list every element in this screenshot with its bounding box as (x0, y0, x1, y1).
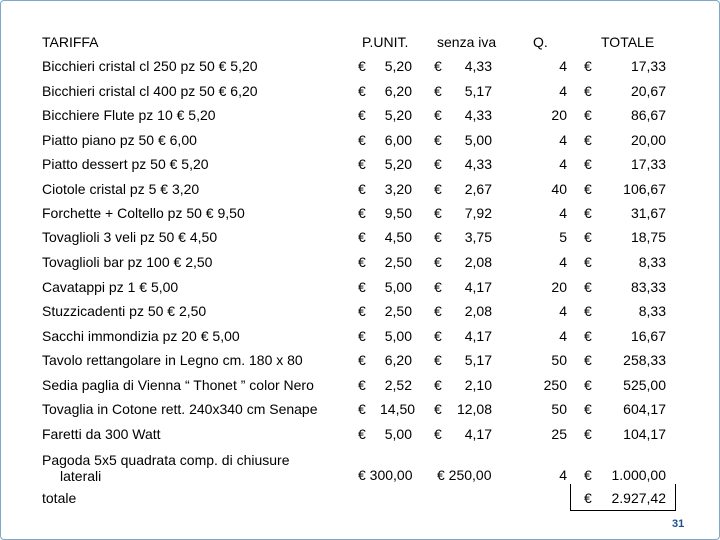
row-description: Sacchi immondizia pz 20 € 5,00 (42, 328, 240, 344)
row-quantity: 40 (551, 181, 567, 197)
row-description-line1: Pagoda 5x5 quadrata comp. di chiusure (42, 452, 290, 468)
table-row (0, 156, 720, 178)
row-description-line2: laterali (60, 468, 102, 484)
row-currency-no-vat: € (434, 254, 442, 270)
row-unit-price: 6,20 (384, 352, 412, 368)
row-currency-unit: € (358, 279, 366, 295)
row-currency-unit: € (358, 156, 366, 172)
row-total: 604,17 (623, 401, 666, 417)
row-description: Forchette + Coltello pz 50 € 9,50 (42, 205, 245, 221)
row-currency-no-vat: € (434, 107, 442, 123)
row-total: 104,17 (623, 426, 666, 442)
row-total: 16,67 (630, 328, 666, 344)
row-price-no-vat: 4,33 (464, 107, 492, 123)
table-row (0, 401, 720, 423)
row-total: 106,67 (623, 181, 666, 197)
row-currency-total: € (584, 303, 592, 319)
row-unit-price: 2,50 (384, 254, 412, 270)
total-row (0, 490, 720, 512)
row-currency-no-vat: € (434, 303, 442, 319)
row-total: 525,00 (623, 377, 666, 393)
row-quantity: 250 (543, 377, 567, 393)
row-quantity: 25 (551, 426, 567, 442)
row-currency-total: € (584, 467, 592, 483)
row-total: 20,67 (630, 83, 666, 99)
row-price-no-vat: 4,17 (464, 279, 492, 295)
row-price-no-vat: 2,08 (464, 303, 492, 319)
row-price-no-vat: 2,67 (464, 181, 492, 197)
header-punit: P.UNIT. (362, 34, 409, 50)
row-price-no-vat: 4,17 (464, 426, 492, 442)
page-number: 31 (672, 518, 685, 530)
row-description: Tavolo rettangolare in Legno cm. 180 x 80 (42, 352, 303, 368)
row-currency-no-vat: € (434, 229, 442, 245)
row-price-no-vat: 2,08 (464, 254, 492, 270)
table-row (0, 352, 720, 374)
row-currency-no-vat: € (434, 83, 442, 99)
row-quantity: 4 (559, 467, 567, 483)
row-price-no-vat: 5,17 (464, 352, 492, 368)
total-currency: € (584, 490, 592, 506)
row-description: Tovaglia in Cotone rett. 240x340 cm Senape (42, 401, 318, 417)
row-currency-unit: € (358, 58, 366, 74)
row-currency-total: € (584, 229, 592, 245)
row-description: Tovaglioli 3 veli pz 50 € 4,50 (42, 229, 218, 245)
row-currency-total: € (584, 328, 592, 344)
row-quantity: 4 (559, 83, 567, 99)
row-description: Cavatappi pz 1 € 5,00 (42, 279, 179, 295)
row-currency-total: € (584, 156, 592, 172)
row-unit-price: 5,00 (384, 279, 412, 295)
table-row (0, 303, 720, 325)
row-unit-price: 5,20 (384, 107, 412, 123)
row-currency-unit: € (358, 303, 366, 319)
row-currency-total: € (584, 254, 592, 270)
row-total: 31,67 (630, 205, 666, 221)
row-quantity: 4 (559, 303, 567, 319)
row-description: Piatto piano pz 50 € 6,00 (42, 132, 197, 148)
row-currency-unit: € (358, 83, 366, 99)
row-price-no-vat: 4,33 (464, 156, 492, 172)
table-row (0, 107, 720, 129)
row-total: 17,33 (630, 58, 666, 74)
row-quantity: 5 (559, 229, 567, 245)
row-currency-no-vat: € (434, 181, 442, 197)
row-description: Ciotole cristal pz 5 € 3,20 (42, 181, 200, 197)
row-total: 86,67 (630, 107, 666, 123)
row-price-no-vat: 4,17 (464, 328, 492, 344)
row-description: Sedia paglia di Vienna “ Thonet ” color Nero (42, 377, 314, 393)
row-total: 8,33 (638, 254, 666, 270)
row-unit-price: 2,52 (384, 377, 412, 393)
row-currency-no-vat: € (434, 328, 442, 344)
row-total: 17,33 (630, 156, 666, 172)
row-unit-price: 5,00 (384, 426, 412, 442)
row-quantity: 4 (559, 205, 567, 221)
table-row (0, 132, 720, 154)
row-price-no-vat: 4,33 (464, 58, 492, 74)
table-row (0, 229, 720, 251)
row-quantity: 4 (559, 132, 567, 148)
row-price-no-vat: 5,17 (464, 83, 492, 99)
row-unit-price: 5,20 (384, 156, 412, 172)
header-senza-iva: senza iva (437, 34, 497, 50)
row-description (42, 452, 290, 484)
row-quantity: 4 (559, 58, 567, 74)
row-currency-total: € (584, 377, 592, 393)
total-label: totale (42, 490, 77, 506)
row-quantity: 4 (559, 328, 567, 344)
row-currency-unit: € (358, 229, 366, 245)
row-currency-unit: € (358, 401, 366, 417)
row-currency-total: € (584, 352, 592, 368)
row-price-no-vat: 7,92 (464, 205, 492, 221)
row-currency-unit: € (358, 377, 366, 393)
row-unit-price: 6,20 (384, 83, 412, 99)
row-unit-price: 4,50 (384, 229, 412, 245)
row-quantity: 50 (551, 352, 567, 368)
table-row (0, 328, 720, 350)
row-price-no-vat: 12,08 (456, 401, 492, 417)
row-currency-unit: € (358, 107, 366, 123)
row-currency-unit: € (358, 254, 366, 270)
table-row (0, 181, 720, 203)
row-unit-price: 5,20 (384, 58, 412, 74)
row-currency-no-vat: € (434, 156, 442, 172)
row-total: 8,33 (638, 303, 666, 319)
row-price-no-vat: 3,75 (464, 229, 492, 245)
row-currency-no-vat: € (434, 205, 442, 221)
row-unit-price: 3,20 (384, 181, 412, 197)
row-currency-no-vat: € (434, 426, 442, 442)
row-currency-unit: € (358, 328, 366, 344)
row-currency-no-vat: € (434, 132, 442, 148)
row-description: Bicchiere Flute pz 10 € 5,20 (42, 107, 216, 123)
row-price-no-vat: 2,10 (464, 377, 492, 393)
row-description: Stuzzicadenti pz 50 € 2,50 (42, 303, 207, 319)
row-currency-unit: € (358, 352, 366, 368)
row-description: Bicchieri cristal cl 400 pz 50 € 6,20 (42, 83, 258, 99)
row-unit-price: 5,00 (384, 328, 412, 344)
row-currency-no-vat: € (434, 401, 442, 417)
row-description: Faretti da 300 Watt (42, 426, 161, 442)
row-currency-unit: € (358, 426, 366, 442)
row-unit-price: 6,00 (384, 132, 412, 148)
row-price-no-vat: 5,00 (464, 132, 492, 148)
row-currency-total: € (584, 58, 592, 74)
row-description: Tovaglioli bar pz 100 € 2,50 (42, 254, 213, 270)
table-row (0, 58, 720, 80)
row-quantity: 20 (551, 279, 567, 295)
header-tariffa: TARIFFA (42, 34, 99, 50)
row-unit-price: 9,50 (384, 205, 412, 221)
row-total: 83,33 (630, 279, 666, 295)
row-quantity: 20 (551, 107, 567, 123)
table-row (0, 254, 720, 276)
row-price-no-vat: € 250,00 (437, 467, 492, 483)
table-row (0, 377, 720, 399)
row-unit-price: 2,50 (384, 303, 412, 319)
row-currency-no-vat: € (434, 377, 442, 393)
row-currency-no-vat: € (434, 279, 442, 295)
row-currency-total: € (584, 132, 592, 148)
row-currency-total: € (584, 181, 592, 197)
row-total: 1.000,00 (611, 467, 666, 483)
row-quantity: 50 (551, 401, 567, 417)
row-total: 18,75 (630, 229, 666, 245)
table-row (0, 279, 720, 301)
row-currency-no-vat: € (434, 58, 442, 74)
row-quantity: 4 (559, 254, 567, 270)
row-total: 20,00 (630, 132, 666, 148)
row-currency-total: € (584, 401, 592, 417)
row-total: 258,33 (623, 352, 666, 368)
total-value: 2.927,42 (611, 490, 666, 506)
row-currency-unit: € (358, 181, 366, 197)
row-description: Piatto dessert pz 50 € 5,20 (42, 156, 209, 172)
table-row (0, 205, 720, 227)
row-currency-total: € (584, 279, 592, 295)
row-currency-total: € (584, 426, 592, 442)
header-quantity: Q. (533, 34, 548, 50)
table-row (0, 83, 720, 105)
row-currency-unit: € (358, 205, 366, 221)
row-currency-total: € (584, 107, 592, 123)
row-quantity: 4 (559, 156, 567, 172)
header-totale: TOTALE (601, 34, 655, 50)
row-currency-total: € (584, 205, 592, 221)
row-description: Bicchieri cristal cl 250 pz 50 € 5,20 (42, 58, 258, 74)
row-currency-no-vat: € (434, 352, 442, 368)
row-unit-price: € 300,00 (358, 467, 413, 483)
row-currency-total: € (584, 83, 592, 99)
row-currency-unit: € (358, 132, 366, 148)
row-unit-price: 14,50 (380, 401, 416, 417)
table-row (0, 426, 720, 448)
